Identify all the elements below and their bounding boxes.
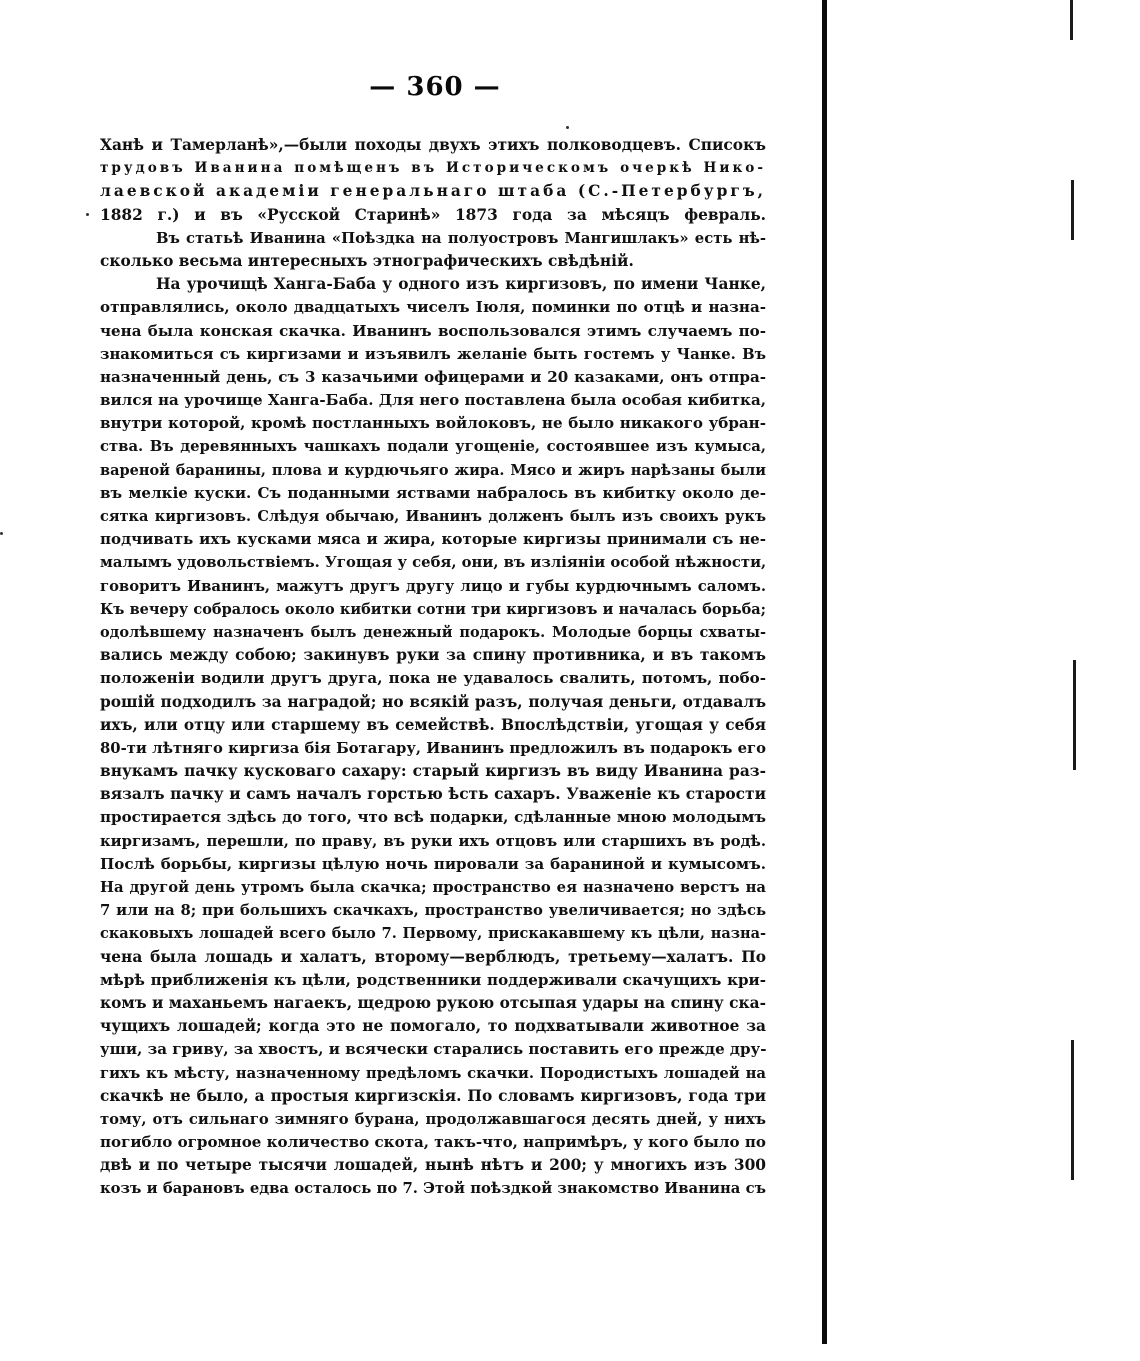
text-line: чущихъ лошадей; когда это не помогало, то подхватывали животное за — [100, 1017, 766, 1036]
scan-speck — [0, 532, 3, 535]
text-line: вязалъ пачку и самъ началъ горстью ѣсть сахаръ. Уваженіе къ старости — [100, 785, 766, 804]
text-line: Послѣ борьбы, киргизы цѣлую ночь пировали за бараниной и кумысомъ. — [100, 854, 766, 873]
text-line: знакомиться съ киргизами и изъявилъ желаніе быть гостемъ у Чанке. Въ — [100, 345, 766, 363]
text-line: На другой день утромъ была скачка; пространство ея назначено верстъ на — [100, 879, 766, 896]
text-line: чена была лошадь и халатъ, второму—верблюдъ, третьему—халатъ. По — [100, 947, 766, 966]
text-line: 1882 г.) и въ «Русской Старинѣ» 1873 года за мѣсяцъ февраль. — [100, 205, 766, 224]
text-line: ихъ, или отцу или старшему въ семействѣ. Впослѣдствіи, угощая у себя — [100, 715, 766, 734]
text-line: лаевской академіи генеральнаго штаба (С.-Петербургъ, — [100, 182, 766, 201]
text-line: вареной баранины, плова и курдючьяго жира. Мясо и жиръ нарѣзаны были — [100, 461, 766, 479]
text-line: Ханѣ и Тамерланѣ»,—были походы двухъ этихъ полководцевъ. Списокъ — [100, 136, 766, 154]
text-line: рошій подходилъ за наградой; но всякій разъ, получая деньги, отдавалъ — [100, 692, 766, 711]
text-line: ства. Въ деревянныхъ чашкахъ подали угощеніе, состоявшее изъ кумыса, — [100, 438, 766, 456]
text-line: внукамъ пачку кусковаго сахару: старый киргизъ въ виду Иванина раз- — [100, 762, 766, 781]
body-text — [100, 134, 766, 1201]
text-line: 7 или на 8; при большихъ скачкахъ, пространство увеличивается; но здѣсь — [100, 902, 766, 920]
text-line: гихъ къ мѣсту, назначенному предѣломъ скачки. Породистыхъ лошадей на — [100, 1064, 766, 1082]
text-line: уши, за гриву, за хвостъ, и всячески старались поставить его прежде дру- — [100, 1040, 766, 1059]
text-line: одолѣвшему назначенъ былъ денежный подарокъ. Молодые борцы схваты- — [100, 623, 766, 641]
text-line: въ мелкіе куски. Съ поданными яствами набралось въ кибитку около де- — [100, 483, 766, 502]
text-line: скаковыхъ лошадей всего было 7. Первому, прискакавшему къ цѣли, назна- — [100, 925, 766, 943]
margin-mark — [1071, 1040, 1074, 1180]
text-line: сколько весьма интересныхъ этнографическихъ свѣдѣній. — [100, 251, 634, 270]
margin-mark — [1071, 180, 1074, 240]
text-line: киргизамъ, перешли, по праву, въ руки ихъ отцовъ или старшихъ въ родѣ. — [100, 832, 766, 850]
scan-speck — [566, 126, 569, 129]
page-binding-edge — [822, 0, 827, 1344]
text-line: говоритъ Иванинъ, мажутъ другъ другу лицо и губы курдючнымъ саломъ. — [100, 577, 766, 595]
text-line: вались между собою; закинувъ руки за спину противника, и въ такомъ — [100, 646, 766, 665]
text-line: трудовъ Иванина помѣщенъ въ Историческомъ очеркѣ Нико- — [100, 160, 766, 177]
text-line: козъ и барановъ едва осталось по 7. Этой поѣздкой знакомство Иванина съ — [100, 1180, 766, 1198]
margin-mark — [1073, 660, 1076, 770]
text-line: двѣ и по четыре тысячи лошадей, нынѣ нѣтъ и 200; у многихъ изъ 300 — [100, 1156, 766, 1175]
text-line: подчивать ихъ кусками мяса и жира, которые киргизы принимали съ не- — [100, 530, 766, 549]
text-line: комъ и маханьемъ нагаекъ, щедрою рукою отсыпая удары на спину ска- — [100, 993, 766, 1012]
text-line: простирается здѣсь до того, что всѣ подарки, сдѣланные мною молодымъ — [100, 808, 766, 827]
text-line: погибло огромное количество скота, такъ-что, напримѣръ, у кого было по — [100, 1133, 766, 1152]
text-line: положеніи водили другъ друга, пока не удавалось свалить, потомъ, побо- — [100, 669, 766, 688]
text-line: Къ вечеру собралось около кибитки сотни три киргизовъ и началась борьба; — [100, 600, 766, 618]
text-line: вился на урочище Ханга-Баба. Для него поставлена была особая кибитка, — [100, 391, 766, 410]
margin-mark — [1070, 0, 1073, 40]
text-line: 80-ти лѣтняго киргиза бія Ботагару, Иванинъ предложилъ въ подарокъ его — [100, 739, 766, 757]
text-line: малымъ удовольствіемъ. Угощая у себя, они, въ изліяніи особой нѣжности, — [100, 554, 766, 572]
text-line: отправлялись, около двадцатыхъ чиселъ Іюля, поминки по отцѣ и назна- — [100, 298, 766, 317]
text-line: тому, отъ сильнаго зимняго бурана, продолжавшагося десять дней, у нихъ — [100, 1110, 766, 1128]
scan-speck — [86, 213, 89, 216]
text-line: внутри которой, кромѣ постланныхъ войлоковъ, не было никакого убран- — [100, 414, 766, 433]
page-number: — 360 — — [369, 72, 501, 102]
text-line: сятка киргизовъ. Слѣдуя обычаю, Иванинъ долженъ былъ изъ своихъ рукъ — [100, 508, 766, 525]
text-line: мѣрѣ приближенія къ цѣли, родственники поддерживали скачущихъ кри- — [100, 970, 766, 989]
text-line: Въ статьѣ Иванина «Поѣздка на полуостровъ Мангишлакъ» есть нѣ- — [156, 229, 766, 247]
text-line: На урочищѣ Ханга-Баба у одного изъ киргизовъ, по имени Чанке, — [156, 275, 766, 294]
text-line: чена была конская скачка. Иванинъ воспользовался этимъ случаемъ по- — [100, 321, 766, 340]
text-line: назначенный день, съ 3 казачьими офицерами и 20 казаками, онъ отпра- — [100, 367, 766, 386]
text-line: скачкѣ не было, а простыя киргизскія. По словамъ киргизовъ, года три — [100, 1086, 766, 1105]
